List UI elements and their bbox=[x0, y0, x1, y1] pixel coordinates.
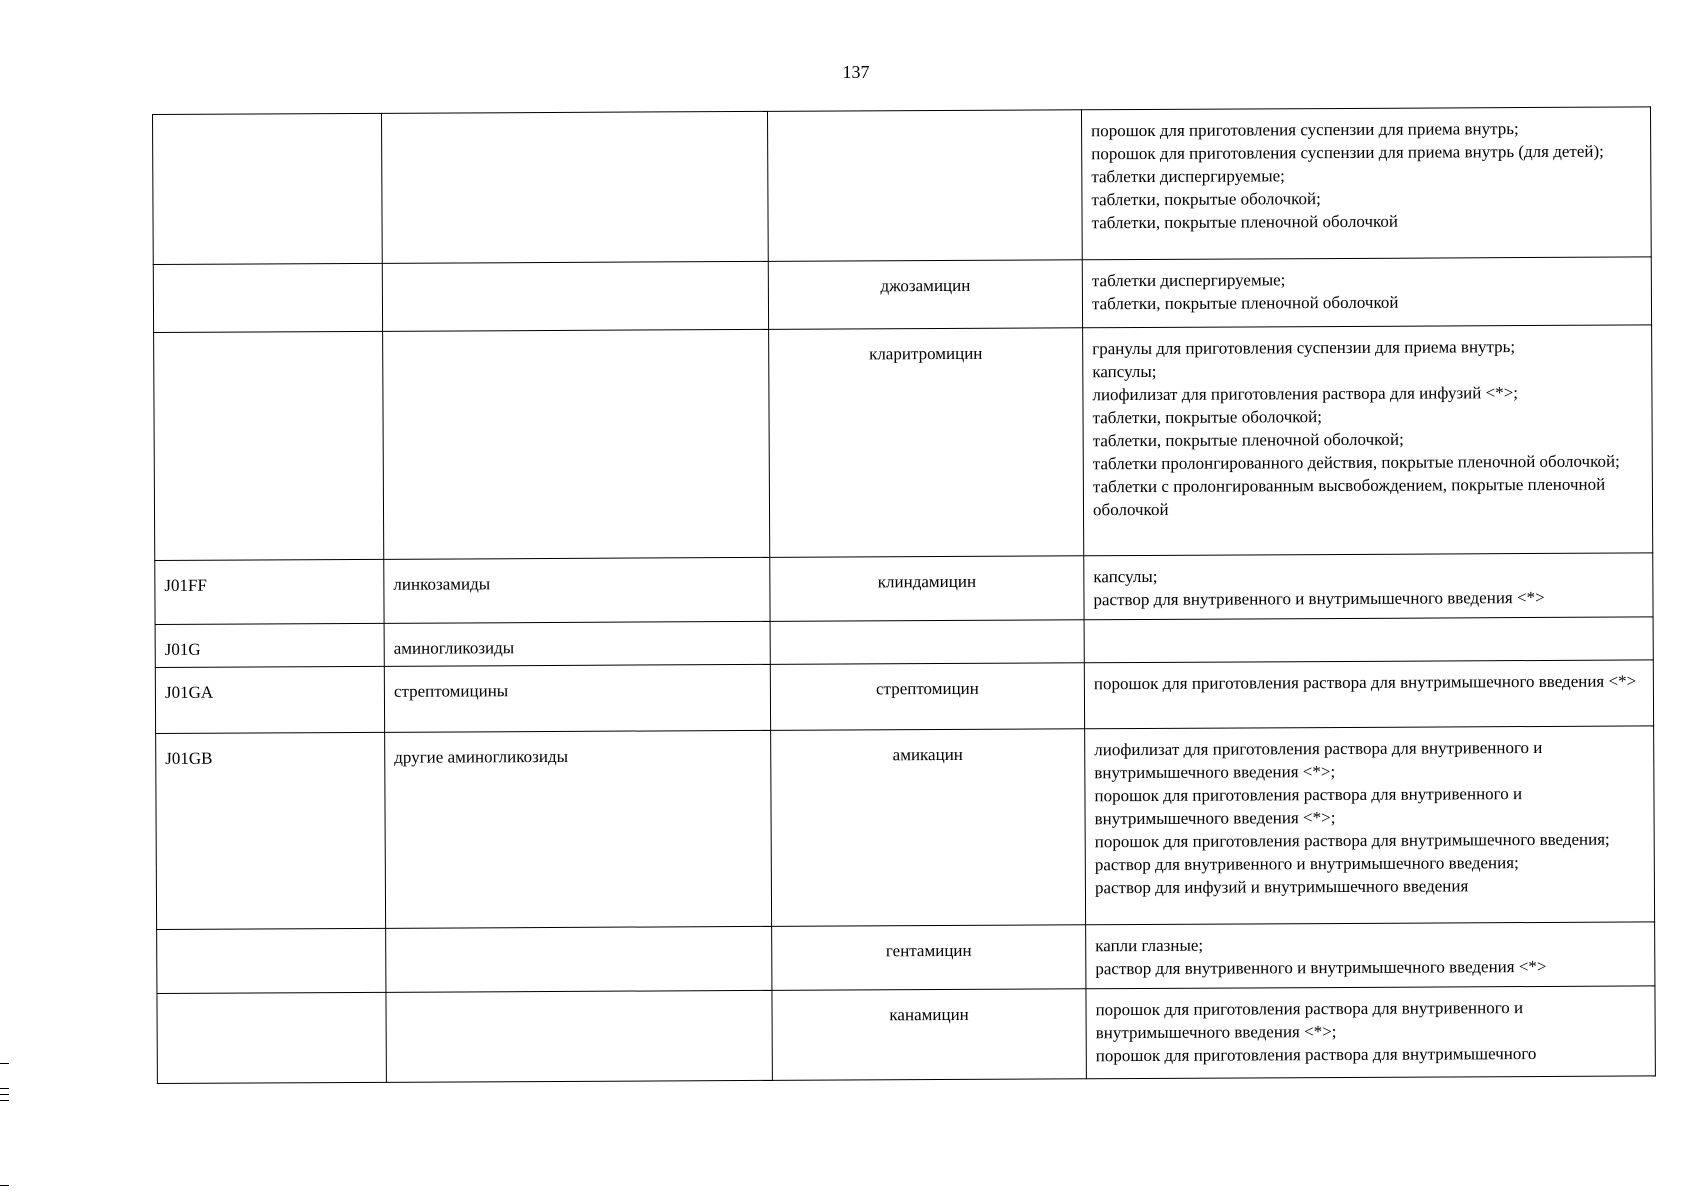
page-number: 137 bbox=[842, 62, 870, 82]
atc-code-cell bbox=[157, 928, 386, 993]
dosage-form: порошок для приготовления раствора для внутримышечного введения <*> bbox=[1093, 671, 1637, 694]
dosage-form: капсулы; bbox=[1092, 361, 1157, 382]
dosage-form: раствор для инфузий и внутримышечного введения bbox=[1094, 876, 1469, 898]
atc-code-cell bbox=[153, 263, 382, 332]
drug-name-cell bbox=[770, 620, 1084, 665]
dosage-form: таблетки, покрытые оболочкой; bbox=[1091, 189, 1321, 210]
table-row bbox=[156, 726, 1655, 930]
drug-name-cell: стрептомицин bbox=[770, 663, 1084, 731]
atc-code-cell: J01GB bbox=[156, 732, 386, 929]
atc-code-cell: J01FF bbox=[155, 559, 384, 624]
group-name-cell bbox=[383, 329, 770, 559]
scan-margin-mark bbox=[0, 1094, 9, 1095]
dosage-form: порошок для приготовления раствора для внутривенного и внутримышечного введения <*>; bbox=[1095, 998, 1524, 1043]
drug-name-cell: канамицин bbox=[772, 989, 1086, 1081]
drug-name-cell bbox=[767, 110, 1082, 262]
dosage-forms-cell bbox=[1084, 553, 1653, 620]
table-row bbox=[155, 617, 1653, 668]
dosage-form: таблетки пролонгированного действия, покрытые пленочной оболочкой; bbox=[1092, 451, 1620, 474]
atc-code-cell: J01GA bbox=[155, 666, 384, 733]
table-row bbox=[153, 107, 1652, 265]
dosage-form: порошок для приготовления раствора для внутривенного и внутримышечного введения <*>; bbox=[1094, 784, 1523, 829]
group-name-cell bbox=[382, 261, 768, 331]
dosage-forms-cell bbox=[1085, 726, 1655, 925]
group-name-cell bbox=[381, 111, 768, 263]
drug-name-cell: джозамицин bbox=[768, 260, 1082, 330]
scan-margin-mark bbox=[0, 1063, 9, 1064]
drug-table-body bbox=[153, 107, 1656, 1084]
table-row bbox=[155, 660, 1653, 734]
group-name-cell bbox=[386, 990, 772, 1082]
dosage-forms-cell bbox=[1081, 107, 1651, 260]
dosage-form: таблетки, покрытые оболочкой; bbox=[1092, 407, 1322, 428]
dosage-forms-cell bbox=[1082, 257, 1651, 328]
drug-name-cell: клиндамицин bbox=[770, 556, 1084, 622]
dosage-form: таблетки с пролонгированным высвобождением, покрытые пленочной оболочкой bbox=[1092, 474, 1606, 520]
dosage-form: раствор для внутривенного и внутримышечного введения; bbox=[1094, 853, 1519, 875]
dosage-form: лиофилизат для приготовления раствора для инфузий <*>; bbox=[1092, 383, 1519, 405]
group-name-cell: линкозамиды bbox=[384, 557, 770, 623]
dosage-form: таблетки диспергируемые; bbox=[1091, 270, 1286, 291]
scan-margin-mark bbox=[0, 1185, 9, 1186]
drug-name-cell: кларитромицин bbox=[769, 328, 1084, 558]
dosage-form: таблетки диспергируемые; bbox=[1091, 166, 1285, 187]
dosage-form: таблетки, покрытые пленочной оболочкой; bbox=[1092, 429, 1404, 451]
dosage-form: капли глазные; bbox=[1095, 935, 1204, 956]
dosage-form: таблетки, покрытые пленочной оболочкой bbox=[1091, 211, 1399, 233]
atc-code-cell: J01G bbox=[155, 623, 384, 667]
dosage-form: гранулы для приготовления суспензии для приема внутрь; bbox=[1092, 337, 1516, 359]
dosage-form: капсулы; bbox=[1093, 566, 1158, 587]
table-row bbox=[157, 922, 1655, 994]
dosage-form: раствор для внутривенного и внутримышечного введения <*> bbox=[1095, 956, 1547, 979]
group-name-cell: стрептомицины bbox=[384, 664, 770, 732]
dosage-forms-cell bbox=[1083, 325, 1653, 556]
dosage-forms-cell bbox=[1084, 660, 1653, 729]
atc-code-cell bbox=[157, 992, 386, 1083]
table-row bbox=[153, 257, 1651, 333]
table-row bbox=[157, 986, 1655, 1084]
group-name-cell: другие аминогликозиды bbox=[385, 730, 772, 928]
dosage-forms-cell bbox=[1084, 617, 1653, 663]
scan-margin-mark bbox=[0, 1100, 9, 1101]
dosage-form: порошок для приготовления суспензии для приема внутрь; bbox=[1091, 119, 1519, 141]
dosage-form: лиофилизат для приготовления раствора для внутривенного и внутримышечного введения <*>; bbox=[1094, 737, 1543, 783]
drug-name-cell: гентамицин bbox=[772, 925, 1086, 991]
dosage-forms-cell bbox=[1086, 986, 1655, 1079]
scan-margin-mark bbox=[0, 1088, 9, 1089]
atc-code-cell bbox=[153, 113, 383, 264]
group-name-cell bbox=[386, 926, 772, 992]
group-name-cell: аминогликозиды bbox=[384, 621, 770, 666]
dosage-form: раствор для внутривенного и внутримышечного введения <*> bbox=[1093, 587, 1545, 610]
dosage-forms-cell bbox=[1086, 922, 1655, 989]
dosage-form: порошок для приготовления суспензии для приема внутрь (для детей); bbox=[1091, 141, 1604, 164]
table-row bbox=[154, 325, 1653, 561]
dosage-form: порошок для приготовления раствора для внутримышечного bbox=[1095, 1044, 1537, 1066]
table-row bbox=[155, 553, 1653, 625]
dosage-form: порошок для приготовления раствора для внутримышечного введения; bbox=[1094, 829, 1610, 852]
dosage-form: таблетки, покрытые пленочной оболочкой bbox=[1091, 292, 1399, 314]
atc-code-cell bbox=[154, 331, 384, 560]
drug-name-cell: амикацин bbox=[771, 729, 1086, 927]
drug-table bbox=[152, 106, 1656, 1084]
